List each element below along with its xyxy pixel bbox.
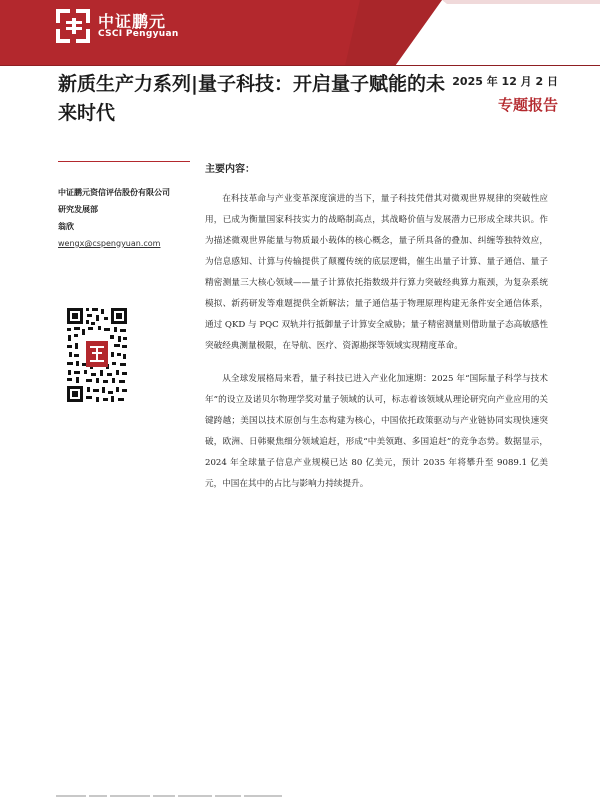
author-email-link[interactable]: wengx@cspengyuan.com [58, 239, 161, 248]
department-name: 研究发展部 [58, 205, 98, 214]
sidebar-divider [58, 161, 190, 162]
qr-code-icon [66, 307, 128, 403]
report-date: 2025 年 12 月 2 日 [452, 75, 558, 88]
brand-logo-icon [54, 6, 94, 46]
report-type: 专题报告 [497, 96, 558, 114]
section-title: 主要内容： [205, 164, 255, 175]
report-title: 新质生产力系列|量子科技：开启量子赋能的未来时代 [58, 73, 445, 124]
author-name: 翁欣 [58, 222, 74, 231]
organization-name: 中证鹏元资信评估股份有限公司 [58, 188, 170, 197]
body-paragraph: 在科技革命与产业变革深度演进的当下，量子科技凭借其对微观世界规律的突破性应用，已成为衡量国家科技实力的战略制高点，其战略价值与发展潜力已形成全球共识。作为描述微观世界能量与物质最小载体的核心概念，量子所具备的叠加、纠缠等独特效应，为信息感知、计算与传输提供了颠覆传统的底层逻辑，催生出量子计算、量子通信、量子精密测量三大核心领域——量子计算依托指数级并行算力突破经典算力瓶颈，为复杂系统模拟、新药研发等难题提供全新解法；量子通信基于物理原理构建无条件安全通信体系，通过 QKD 与 PQC 双轨并行抵御量子计算安全威胁；量子精密测量则借助量子态高敏感性突破经典测量极限，在导航、医疗、资源勘探等领域实现精度革命。 [205, 194, 548, 351]
brand-name-en: CSCI Pengyuan [98, 29, 179, 39]
sidebar-info [58, 184, 198, 252]
brand-name-cn: 中证鹏元 [98, 12, 167, 31]
footer-disclaimer [56, 790, 286, 800]
main-content [205, 160, 548, 507]
body-paragraph: 从全球发展格局来看，量子科技已进入产业化加速期：2025 年“国际量子科学与技术年”的设立及诺贝尔物理学奖对量子领域的认可，标志着该领域从理论研究向产业应用的关键跨越；美国以技术原创与生态构建为核心，中国依托政策驱动与产业链协同实现快速突破，欧洲、日韩聚焦细分领域追赶，形成“中美领跑、多国追赶”的竞争态势。数据显示，2024 年全球量子信息产业规模已达 80 亿美元，预计 2035 年将攀升至 9089.1 亿美元，中国在其中的占比与影响力持续提升。 [205, 374, 548, 489]
